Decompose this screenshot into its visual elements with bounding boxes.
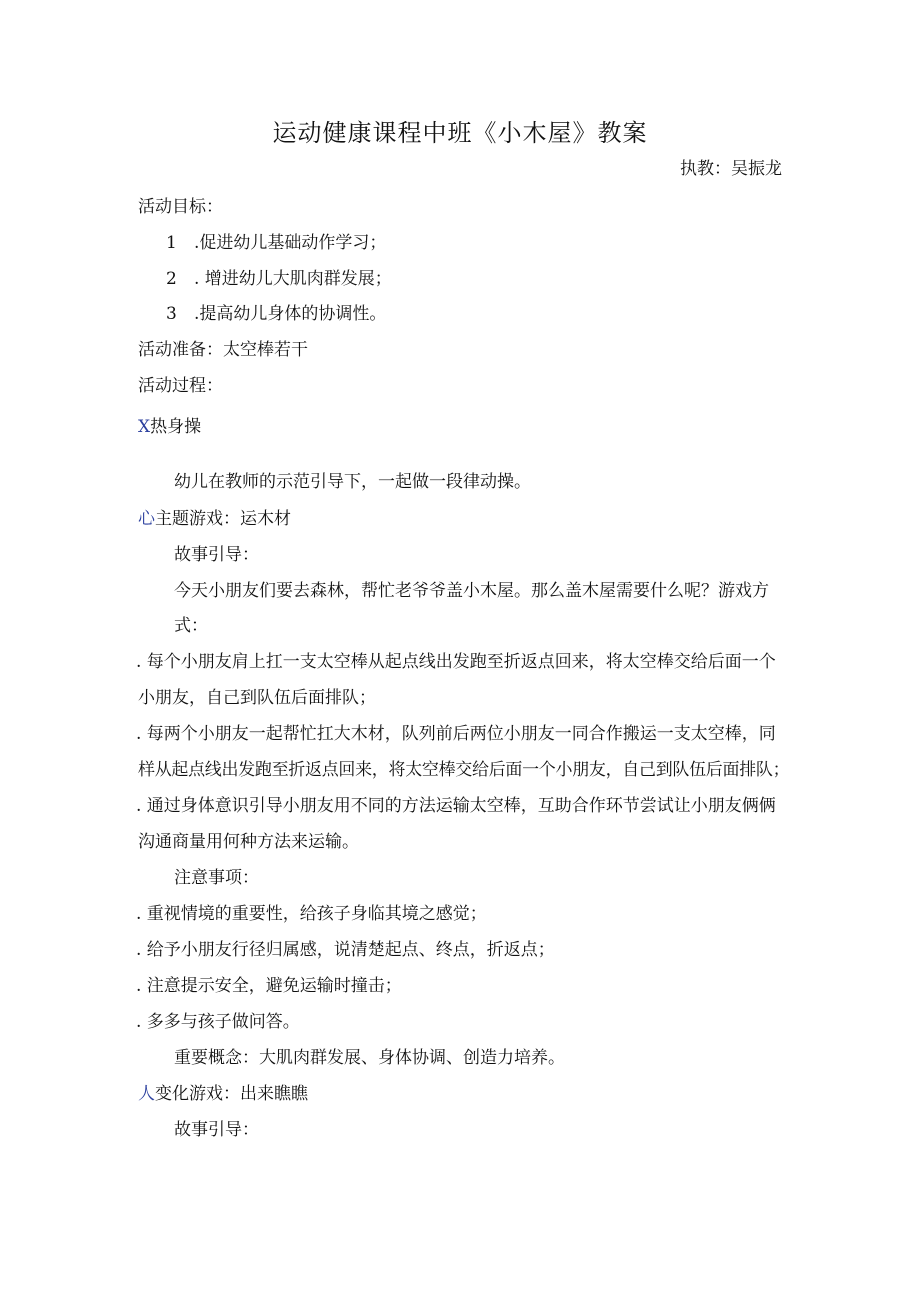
warmup-heading <box>138 416 201 438</box>
section-marker: X <box>138 417 151 437</box>
preparation-line: 活动准备：太空棒若干 <box>138 340 308 360</box>
goal-text: .促进幼儿基础动作学习； <box>194 233 387 253</box>
goal-number: 1 <box>166 233 177 253</box>
section-marker: 心 <box>138 509 155 529</box>
goal-number: 3 <box>166 304 177 324</box>
goal-number: 2 <box>166 269 177 289</box>
notes-label: 注意事项： <box>174 868 259 888</box>
rule-3-cont: 沟通商量用何种方法来运输。 <box>138 832 359 852</box>
rule-1-cont: 小朋友，自己到队伍后面排队； <box>138 688 376 708</box>
note-item: . 多多与孩子做问答。 <box>136 1012 300 1032</box>
goal-item-1 <box>166 232 386 254</box>
note-item: . 给予小朋友行径归属感，说清楚起点、终点，折返点； <box>136 940 555 960</box>
variation-game-title: 变化游戏：出来瞧瞧 <box>155 1084 308 1104</box>
goal-item-2 <box>166 268 392 290</box>
story-text-cont: 式： <box>174 616 208 636</box>
note-item: . 注意提示安全，避免运输时撞击； <box>136 976 402 996</box>
page-title: 运动健康课程中班《小木屋》教案 <box>272 119 648 147</box>
story-label: 故事引导： <box>174 545 259 565</box>
warmup-title: 热身操 <box>150 417 202 437</box>
variation-story-label: 故事引导： <box>174 1120 259 1140</box>
warmup-text: 幼儿在教师的示范引导下，一起做一段律动操。 <box>174 472 531 492</box>
section-marker: 人 <box>138 1084 155 1104</box>
story-text: 今天小朋友们要去森林，帮忙老爷爷盖小木屋。那么盖木屋需要什么呢？游戏方 <box>174 581 769 601</box>
rule-1: . 每个小朋友肩上扛一支太空棒从起点线出发跑至折返点回来，将太空棒交给后面一个 <box>136 652 776 672</box>
key-concept: 重要概念：大肌肉群发展、身体协调、创造力培养。 <box>174 1048 565 1068</box>
teacher-credit: 执教：吴振龙 <box>680 159 782 179</box>
rule-3: . 通过身体意识引导小朋友用不同的方法运输太空棒，互助合作环节尝试让小朋友俩俩 <box>136 796 776 816</box>
rule-2-cont: 样从起点线出发跑至折返点回来，将太空棒交给后面一个小朋友，自己到队伍后面排队； <box>138 760 790 780</box>
goal-text: .提高幼儿身体的协调性。 <box>194 304 387 324</box>
goal-item-3 <box>166 303 386 325</box>
variation-game-heading <box>138 1083 308 1105</box>
goals-heading: 活动目标： <box>138 197 223 217</box>
process-heading: 活动过程： <box>138 376 223 396</box>
goal-text: . 增进幼儿大肌肉群发展； <box>194 269 392 289</box>
rule-2: . 每两个小朋友一起帮忙扛大木材，队列前后两位小朋友一同合作搬运一支太空棒，同 <box>136 724 776 744</box>
main-game-heading <box>138 508 291 530</box>
main-game-title: 主题游戏：运木材 <box>155 509 291 529</box>
note-item: . 重视情境的重要性，给孩子身临其境之感觉； <box>136 904 487 924</box>
